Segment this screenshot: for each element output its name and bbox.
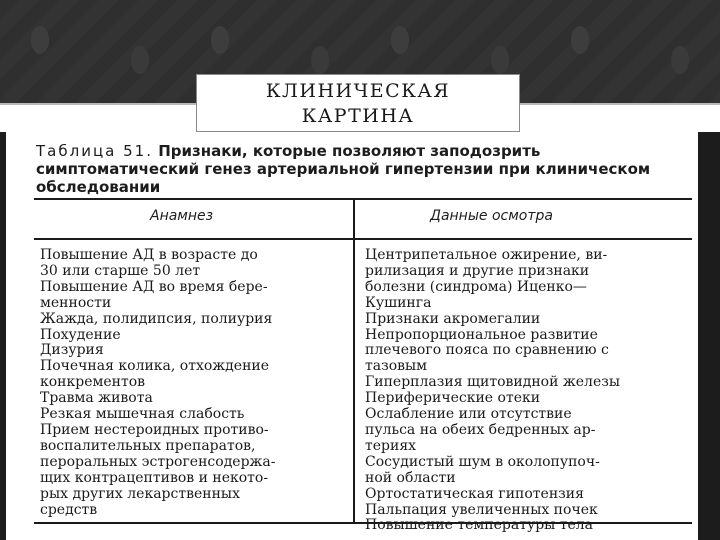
anamnesis-column <box>40 248 346 518</box>
examination-line: Периферические отеки <box>365 390 541 407</box>
anamnesis-line: пероральных эстрогенсодержа- <box>40 453 276 470</box>
examination-line: Пальпация увеличенных почек <box>365 501 598 518</box>
anamnesis-line: Жажда, полидипсия, полиурия <box>40 310 273 327</box>
anamnesis-line: Почечная колика, отхождение <box>40 358 270 375</box>
examination-line: Центрипетальное ожирение, ви- <box>365 247 608 263</box>
anamnesis-line: Повышение АД в возрасте до <box>40 247 258 263</box>
slide-title-box <box>196 74 520 132</box>
slide-title-line-2: КАРТИНА <box>301 105 415 127</box>
table-caption-label: Таблица 51. <box>36 142 153 160</box>
examination-line: Признаки акромегалии <box>365 310 541 327</box>
examination-line: териях <box>365 437 417 454</box>
anamnesis-line: воспалительных препаратов, <box>40 437 256 454</box>
examination-line: плечевого пояса по сравнению с <box>365 342 609 359</box>
anamnesis-line: средств <box>40 501 98 518</box>
anamnesis-line: Похудение <box>40 326 121 343</box>
examination-line: Сосудистый шум в околопупоч- <box>365 453 600 470</box>
examination-column <box>365 248 685 534</box>
anamnesis-line: 30 или старше 50 лет <box>40 262 201 279</box>
anamnesis-line: рых других лекарственных <box>40 485 240 502</box>
examination-line: Повышение температуры тела <box>365 517 594 534</box>
examination-line: ной области <box>365 469 456 486</box>
anamnesis-line: конкрементов <box>40 374 146 391</box>
examination-line: Непропорциональное развитие <box>365 326 598 343</box>
examination-line: рилизация и другие признаки <box>365 262 590 279</box>
examination-line: пульса на обеих бедренных ар- <box>365 421 596 438</box>
column-header-examination: Данные осмотра <box>430 208 553 224</box>
table-caption <box>36 142 676 196</box>
slide-title-line-1: КЛИНИЧЕСКАЯ <box>265 80 451 102</box>
anamnesis-line: щих контрацептивов и некото- <box>40 469 269 486</box>
table-header-rule <box>34 238 692 240</box>
examination-line: Гиперплазия щитовидной железы <box>365 374 621 391</box>
examination-line: Кушинга <box>365 294 432 311</box>
examination-line: болезни (синдрома) Иценко— <box>365 278 587 295</box>
anamnesis-line: Травма живота <box>40 390 153 407</box>
anamnesis-line: Повышение АД во время бере- <box>40 278 268 295</box>
anamnesis-line: менности <box>40 294 112 311</box>
anamnesis-line: Дизурия <box>40 342 104 359</box>
column-header-anamnesis: Анамнез <box>150 208 214 224</box>
examination-line: Ортостатическая гипотензия <box>365 485 584 502</box>
anamnesis-line: Прием нестероидных противо- <box>40 421 269 438</box>
table-caption-text: Признаки, которые позволяют заподозрить симптоматический генез артериальной гипертензии при клиническом обследовании <box>36 142 651 196</box>
table-column-divider <box>353 198 355 524</box>
examination-line: Ослабление или отсутствие <box>365 406 572 423</box>
examination-line: тазовым <box>365 358 428 375</box>
anamnesis-line: Резкая мышечная слабость <box>40 406 245 423</box>
